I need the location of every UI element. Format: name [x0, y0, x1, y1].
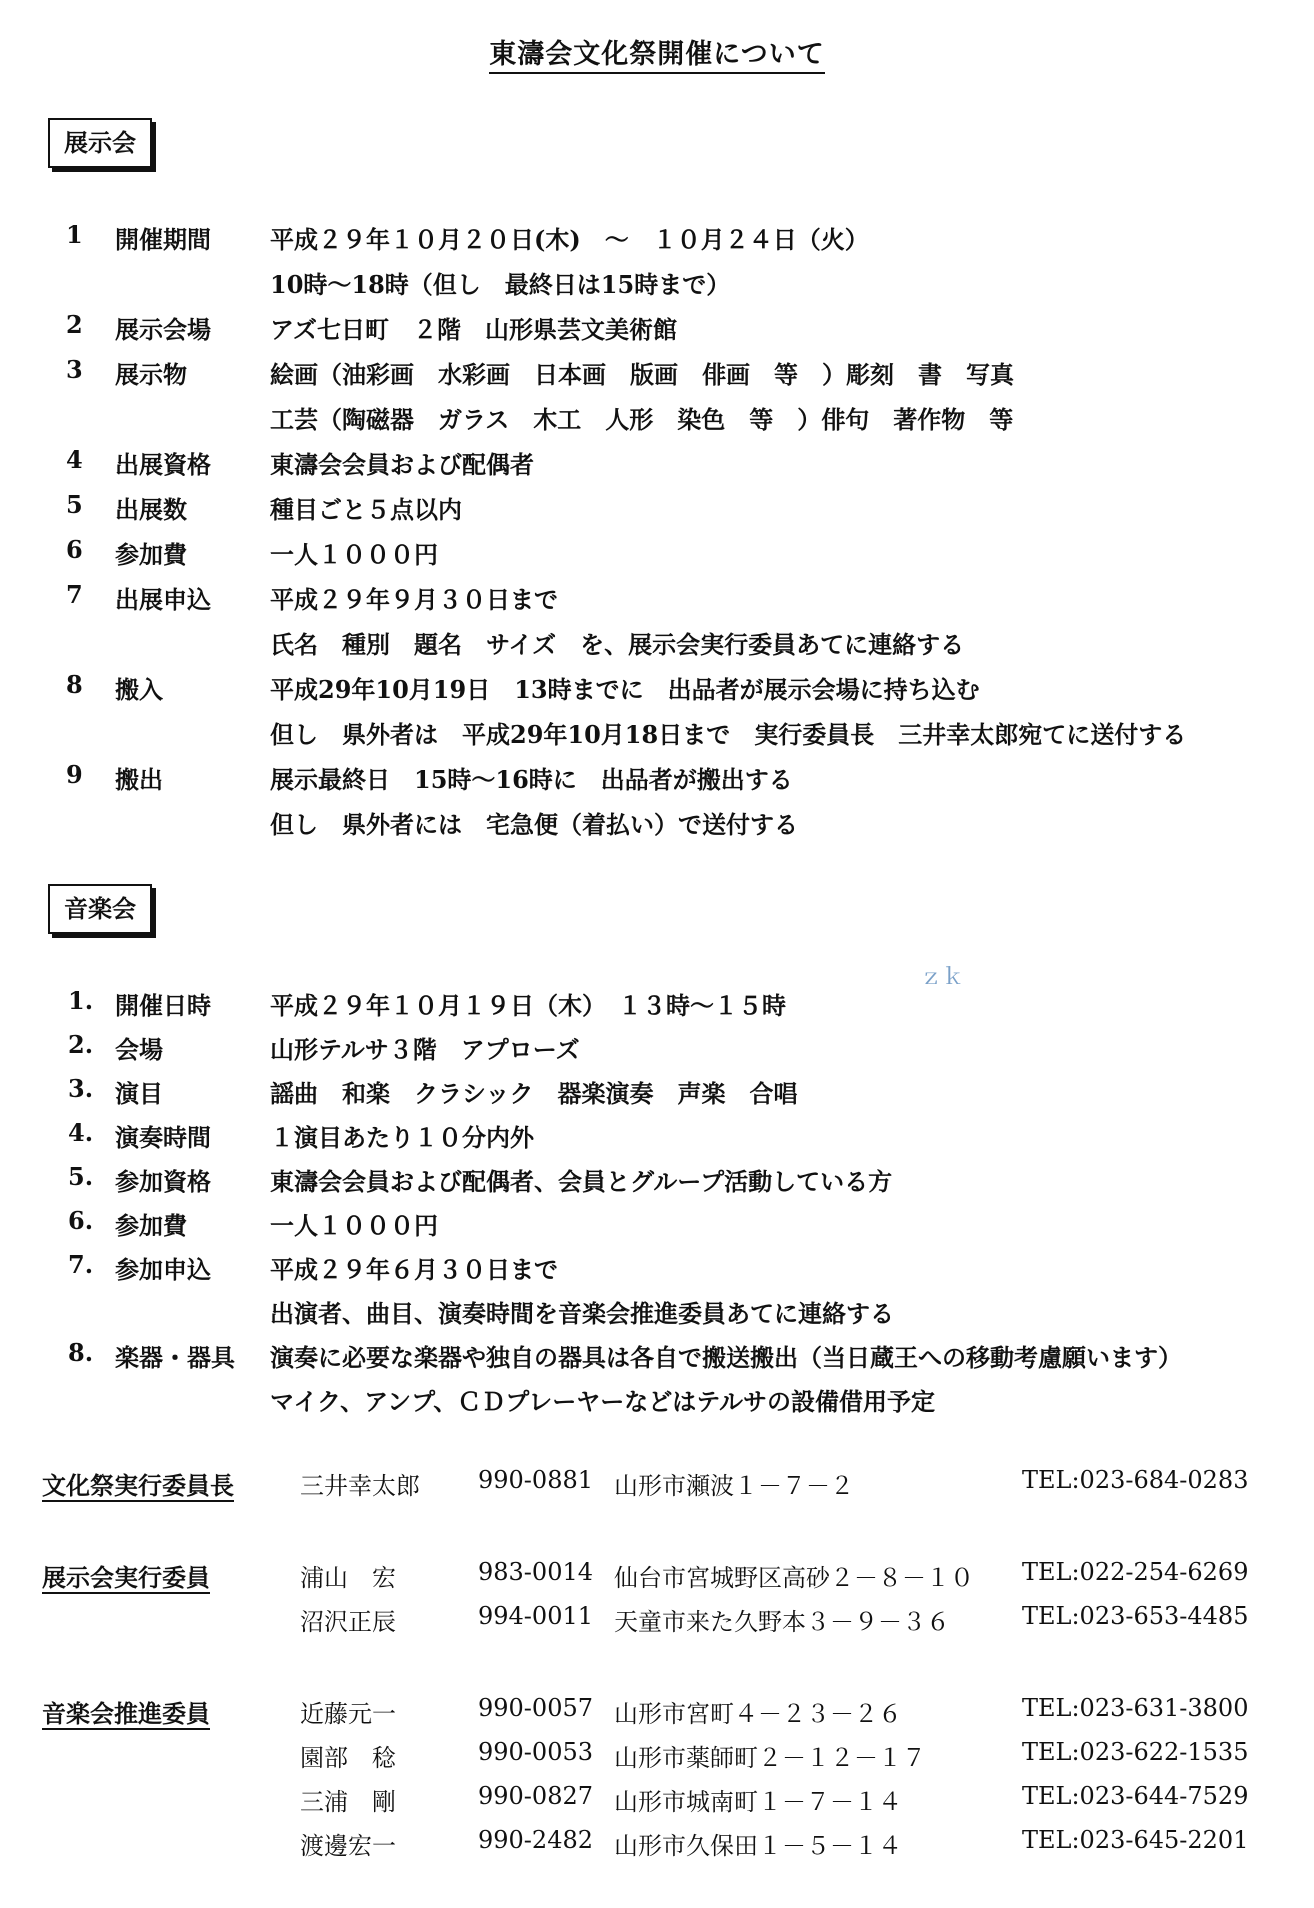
item-label: 出展申込 — [115, 585, 211, 614]
contact-tel: TEL:023-622-1535 — [1022, 1738, 1249, 1766]
item-value: 10時～18時（但し 最終日は15時まで） — [270, 270, 731, 299]
list-item — [0, 1376, 1314, 1420]
list-item — [0, 484, 1314, 528]
contact-row — [0, 1776, 1314, 1820]
contact-zip: 990-0057 — [478, 1694, 593, 1722]
item-value: 演奏に必要な楽器や独自の器具は各自で搬送搬出（当日蔵王への移動考慮願います） — [270, 1343, 1182, 1372]
item-number: 4 — [66, 445, 83, 474]
list-item — [0, 1156, 1314, 1200]
item-value: 平成２９年１０月２０日(木) ～ １０月２４日（火） — [270, 225, 869, 254]
contact-address: 山形市久保田１－５－１４ — [614, 1832, 902, 1860]
contact-zip: 994-0011 — [478, 1602, 593, 1630]
item-value: 東濤会会員および配偶者、会員とグループ活動している方 — [270, 1167, 893, 1196]
item-value: 出演者、曲目、演奏時間を音楽会推進委員あてに連絡する — [270, 1299, 894, 1328]
contact-role: 文化祭実行委員長 — [42, 1471, 234, 1500]
item-label: 参加資格 — [115, 1167, 211, 1196]
item-number: 6 — [66, 535, 83, 564]
item-value: アズ七日町 ２階 山形県芸文美術館 — [270, 315, 678, 344]
item-value: 謡曲 和楽 クラシック 器楽演奏 声楽 合唱 — [270, 1079, 798, 1108]
contact-role: 展示会実行委員 — [42, 1563, 210, 1592]
contact-address: 山形市薬師町２－１２－１７ — [614, 1744, 926, 1772]
item-label: 開催期間 — [115, 225, 211, 254]
item-value: １演目あたり１０分内外 — [270, 1123, 534, 1152]
list-item — [0, 394, 1314, 438]
contact-address: 山形市瀬波１－７－２ — [614, 1472, 854, 1500]
contact-name: 三浦 剛 — [300, 1788, 396, 1816]
contact-tel: TEL:023-653-4485 — [1022, 1602, 1249, 1630]
item-number: 2. — [68, 1030, 94, 1059]
handwritten-note: ｚｋ — [920, 965, 965, 990]
contact-row — [0, 1460, 1314, 1504]
contact-address: 山形市城南町１－７－１４ — [614, 1788, 902, 1816]
list-item — [0, 214, 1314, 258]
item-label: 搬入 — [115, 675, 163, 704]
list-item — [0, 1112, 1314, 1156]
item-label: 参加費 — [115, 1211, 187, 1240]
item-value: マイク、アンプ、ＣＤプレーヤーなどはテルサの設備借用予定 — [270, 1387, 936, 1416]
contact-zip: 983-0014 — [478, 1558, 593, 1586]
item-label: 展示会場 — [115, 315, 211, 344]
item-number: 2 — [66, 310, 83, 339]
contact-address: 山形市宮町４－２３－２６ — [614, 1700, 902, 1728]
item-label: 会場 — [115, 1035, 163, 1064]
item-label: 展示物 — [115, 360, 187, 389]
contact-tel: TEL:023-645-2201 — [1022, 1826, 1249, 1854]
item-number: 1 — [66, 220, 83, 249]
contact-address: 仙台市宮城野区高砂２－８－１０ — [614, 1564, 974, 1592]
list-item — [0, 529, 1314, 573]
list-item — [0, 1332, 1314, 1376]
item-number: 5 — [66, 490, 83, 519]
item-value: 絵画（油彩画 水彩画 日本画 版画 俳画 等 ）彫刻 書 写真 — [270, 360, 1014, 389]
item-label: 開催日時 — [115, 991, 211, 1020]
item-value: 平成２９年６月３０日まで — [270, 1255, 558, 1284]
list-item — [0, 754, 1314, 798]
list-item — [0, 259, 1314, 303]
item-number: 5. — [68, 1162, 94, 1191]
list-item — [0, 1200, 1314, 1244]
list-item — [0, 574, 1314, 618]
item-label: 参加申込 — [115, 1255, 211, 1284]
item-label: 演目 — [115, 1079, 163, 1108]
contact-name: 渡邊宏一 — [300, 1832, 396, 1860]
item-number: 6. — [68, 1206, 94, 1235]
contact-row — [0, 1596, 1314, 1640]
item-value: 山形テルサ３階 アプローズ — [270, 1035, 580, 1064]
contact-row — [0, 1688, 1314, 1732]
contact-zip: 990-0053 — [478, 1738, 593, 1766]
section-heading-concert: 音楽会 — [48, 884, 152, 934]
item-number: 3. — [68, 1074, 94, 1103]
item-value: 氏名 種別 題名 サイズ を、展示会実行委員あてに連絡する — [270, 630, 965, 659]
item-label: 搬出 — [115, 765, 163, 794]
contact-tel: TEL:023-631-3800 — [1022, 1694, 1249, 1722]
item-label: 演奏時間 — [115, 1123, 211, 1152]
list-item — [0, 1024, 1314, 1068]
item-number: 8. — [68, 1338, 94, 1367]
item-value: 但し 県外者は 平成29年10月18日まで 実行委員長 三井幸太郎宛てに送付する — [270, 720, 1187, 749]
list-item — [0, 304, 1314, 348]
contact-tel: TEL:023-684-0283 — [1022, 1466, 1249, 1494]
contact-tel: TEL:022-254-6269 — [1022, 1558, 1249, 1586]
contact-row — [0, 1552, 1314, 1596]
item-value: 平成29年10月19日 13時までに 出品者が展示会場に持ち込む — [270, 675, 980, 704]
item-value: 工芸（陶磁器 ガラス 木工 人形 染色 等 ）俳句 著作物 等 — [270, 405, 1014, 434]
contact-name: 三井幸太郎 — [300, 1472, 420, 1500]
contact-name: 園部 稔 — [300, 1744, 396, 1772]
list-item — [0, 709, 1314, 753]
contact-zip: 990-2482 — [478, 1826, 593, 1854]
item-number: 7 — [66, 580, 83, 609]
list-item — [0, 439, 1314, 483]
contact-name: 浦山 宏 — [300, 1564, 396, 1592]
contact-name: 沼沢正辰 — [300, 1608, 396, 1636]
contact-zip: 990-0827 — [478, 1782, 593, 1810]
contact-name: 近藤元一 — [300, 1700, 396, 1728]
contact-row — [0, 1820, 1314, 1864]
item-value: 東濤会会員および配偶者 — [270, 450, 534, 479]
item-value: 平成２９年１０月１９日（木） １３時～１５時 — [270, 991, 786, 1020]
section-heading-exhibition: 展示会 — [48, 118, 152, 168]
contact-zip: 990-0881 — [478, 1466, 593, 1494]
list-item — [0, 349, 1314, 393]
item-label: 楽器・器具 — [115, 1343, 235, 1372]
contact-tel: TEL:023-644-7529 — [1022, 1782, 1249, 1810]
item-value: 種目ごと５点以内 — [270, 495, 462, 524]
item-number: 8 — [66, 670, 83, 699]
item-value: 平成２９年９月３０日まで — [270, 585, 558, 614]
contact-role: 音楽会推進委員 — [42, 1699, 210, 1728]
item-number: 4. — [68, 1118, 94, 1147]
item-number: 7. — [68, 1250, 94, 1279]
item-label: 出展資格 — [115, 450, 211, 479]
item-number: 1. — [68, 986, 94, 1015]
item-value: 一人１０００円 — [270, 540, 438, 569]
list-item — [0, 664, 1314, 708]
page-title: 東濤会文化祭開催について — [0, 32, 1314, 71]
list-item — [0, 799, 1314, 843]
contact-row — [0, 1732, 1314, 1776]
item-value: 展示最終日 15時～16時に 出品者が搬出する — [270, 765, 793, 794]
list-item — [0, 1244, 1314, 1288]
item-number: 3 — [66, 355, 83, 384]
item-label: 出展数 — [115, 495, 187, 524]
item-value: 一人１０００円 — [270, 1211, 438, 1240]
list-item — [0, 980, 1314, 1024]
list-item — [0, 619, 1314, 663]
contact-address: 天童市来た久野本３－９－３６ — [614, 1608, 950, 1636]
item-value: 但し 県外者には 宅急便（着払い）で送付する — [270, 810, 798, 839]
list-item — [0, 1288, 1314, 1332]
item-number: 9 — [66, 760, 83, 789]
list-item — [0, 1068, 1314, 1112]
item-label: 参加費 — [115, 540, 187, 569]
